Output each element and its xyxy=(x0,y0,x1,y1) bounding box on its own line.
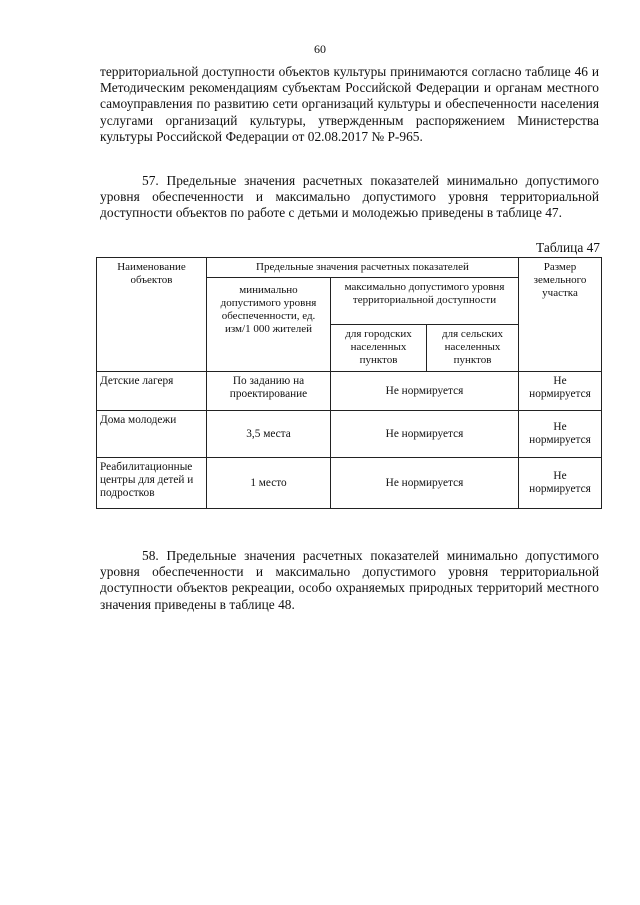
row-name: Дома молодежи xyxy=(97,411,207,458)
row-access: Не нормируется xyxy=(331,458,519,509)
row-land: Не нормируется xyxy=(519,458,602,509)
header-name: Наименование объектов xyxy=(97,258,207,372)
row-land: Не нормируется xyxy=(519,411,602,458)
paragraph-57: 57. Предельные значения расчетных показателей минимально допустимого уровня обеспеченности и максимально допустимого уровня территориальной доступности объектов по работе с детьми и молодежью приведены в таблице 47. xyxy=(100,173,599,221)
row-access: Не нормируется xyxy=(331,372,519,411)
row-min: 3,5 места xyxy=(207,411,331,458)
header-rural: для сельских населенных пунктов xyxy=(427,325,519,372)
row-access: Не нормируется xyxy=(331,411,519,458)
header-limits: Предельные значения расчетных показателей xyxy=(207,258,519,278)
page-number: 60 xyxy=(314,42,326,56)
table-row xyxy=(97,372,602,411)
table-row xyxy=(97,458,602,509)
table-header-row-1 xyxy=(97,258,602,278)
row-name: Детские лагеря xyxy=(97,372,207,411)
table-caption: Таблица 47 xyxy=(536,240,600,255)
header-max-access: максимально допустимого уровня территориальной доступности xyxy=(331,278,519,325)
paragraph-58: 58. Предельные значения расчетных показателей минимально допустимого уровня обеспеченности и максимально допустимого уровня территориальной доступности объектов рекреации, особо охраняемых природных территорий местного значения приведены в таблице 48. xyxy=(100,548,599,612)
paragraph-culture-accessibility: территориальной доступности объектов культуры принимаются согласно таблице 46 и Методическим рекомендациям субъектам Российской Федерации и органам местного самоуправления по развитию сети организаций культуры и обеспеченности населения услугами организаций культуры, утвержденным распоряжением Министерства культуры Российской Федерации от 02.08.2017 № Р-965. xyxy=(100,64,599,144)
table-47 xyxy=(96,257,602,509)
row-name: Реабилитационные центры для детей и подростков xyxy=(97,458,207,509)
header-land: Размер земельного участка xyxy=(519,258,602,372)
row-min: По заданию на проектирование xyxy=(207,372,331,411)
row-min: 1 место xyxy=(207,458,331,509)
table-row xyxy=(97,411,602,458)
header-urban: для городских населенных пунктов xyxy=(331,325,427,372)
row-land: Не нормируется xyxy=(519,372,602,411)
header-min-level: минимально допустимого уровня обеспеченности, ед. изм/1 000 жителей xyxy=(207,278,331,372)
